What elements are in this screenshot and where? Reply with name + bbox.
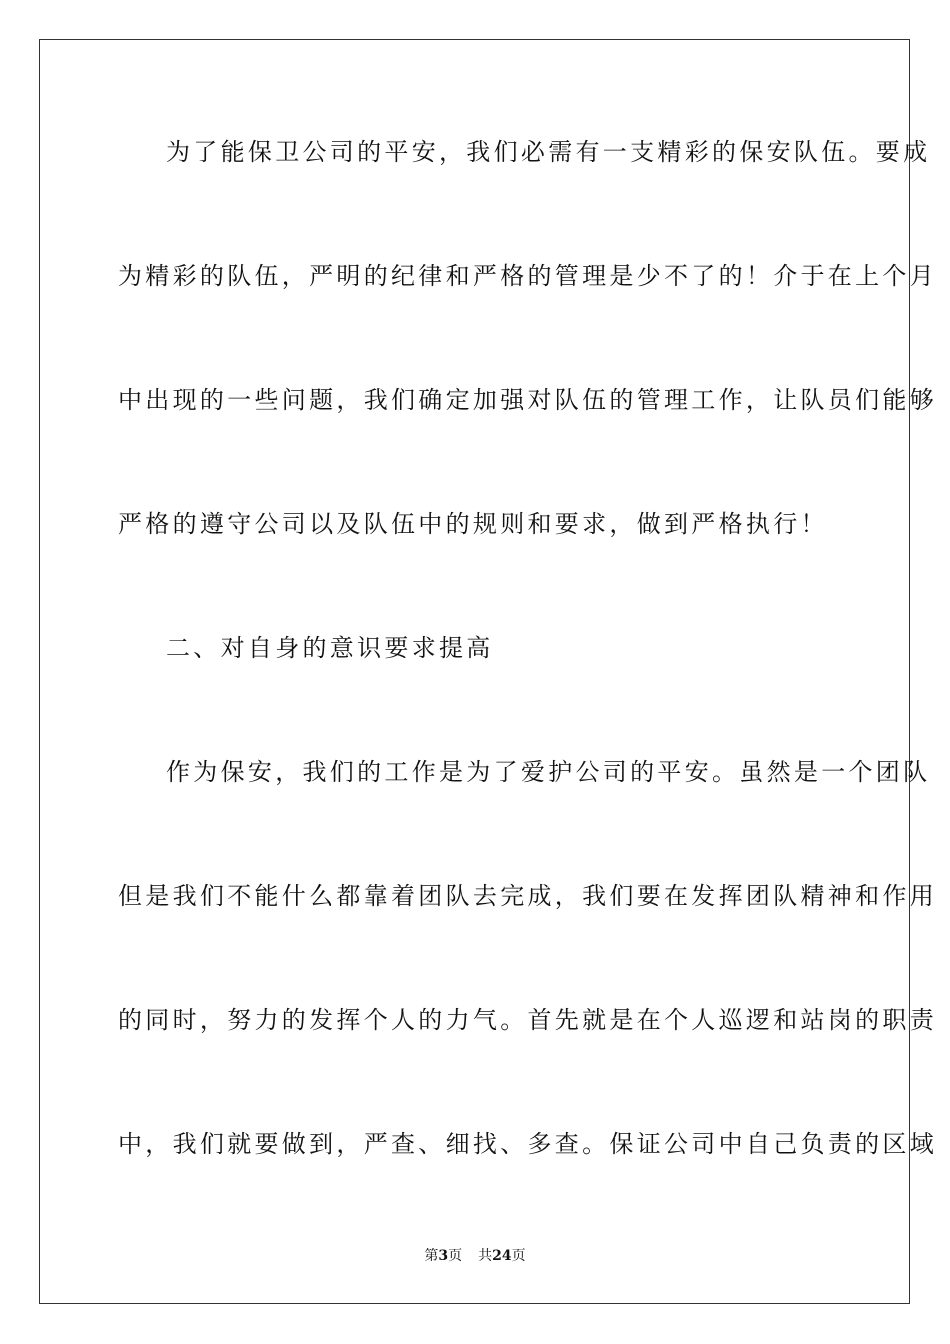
paragraph-line: 严格的遵守公司以及队伍中的规则和要求，做到严格执行！ (118, 510, 828, 538)
paragraph-line: 中出现的一些问题，我们确定加强对队伍的管理工作，让队员们能够 (118, 386, 937, 414)
page-suffix: 页 (448, 1248, 463, 1264)
page-number: 3 (438, 1248, 449, 1264)
page-footer (0, 1247, 950, 1265)
paragraph-line: 作为保安，我们的工作是为了爱护公司的平安。虽然是一个团队 (166, 758, 931, 786)
page-prefix: 第 (424, 1248, 439, 1264)
paragraph-line: 的同时，努力的发挥个人的力气。首先就是在个人巡逻和站岗的职责 (118, 1006, 937, 1034)
page-border (39, 39, 937, 1304)
paragraph-line: 但是我们不能什么都靠着团队去完成，我们要在发挥团队精神和作用 (118, 882, 937, 910)
paragraph-line: 为了能保卫公司的平安，我们必需有一支精彩的保安队伍。要成 (166, 138, 931, 166)
total-suffix: 页 (511, 1248, 526, 1264)
total-pages: 24 (492, 1248, 512, 1264)
total-prefix: 共 (478, 1248, 493, 1264)
paragraph-line: 中，我们就要做到，严查、细找、多查。保证公司中自己负责的区域 (118, 1130, 937, 1158)
paragraph-line: 为精彩的队伍，严明的纪律和严格的管理是少不了的！介于在上个月 (118, 262, 937, 290)
section-heading: 二、对自身的意识要求提高 (166, 634, 494, 662)
